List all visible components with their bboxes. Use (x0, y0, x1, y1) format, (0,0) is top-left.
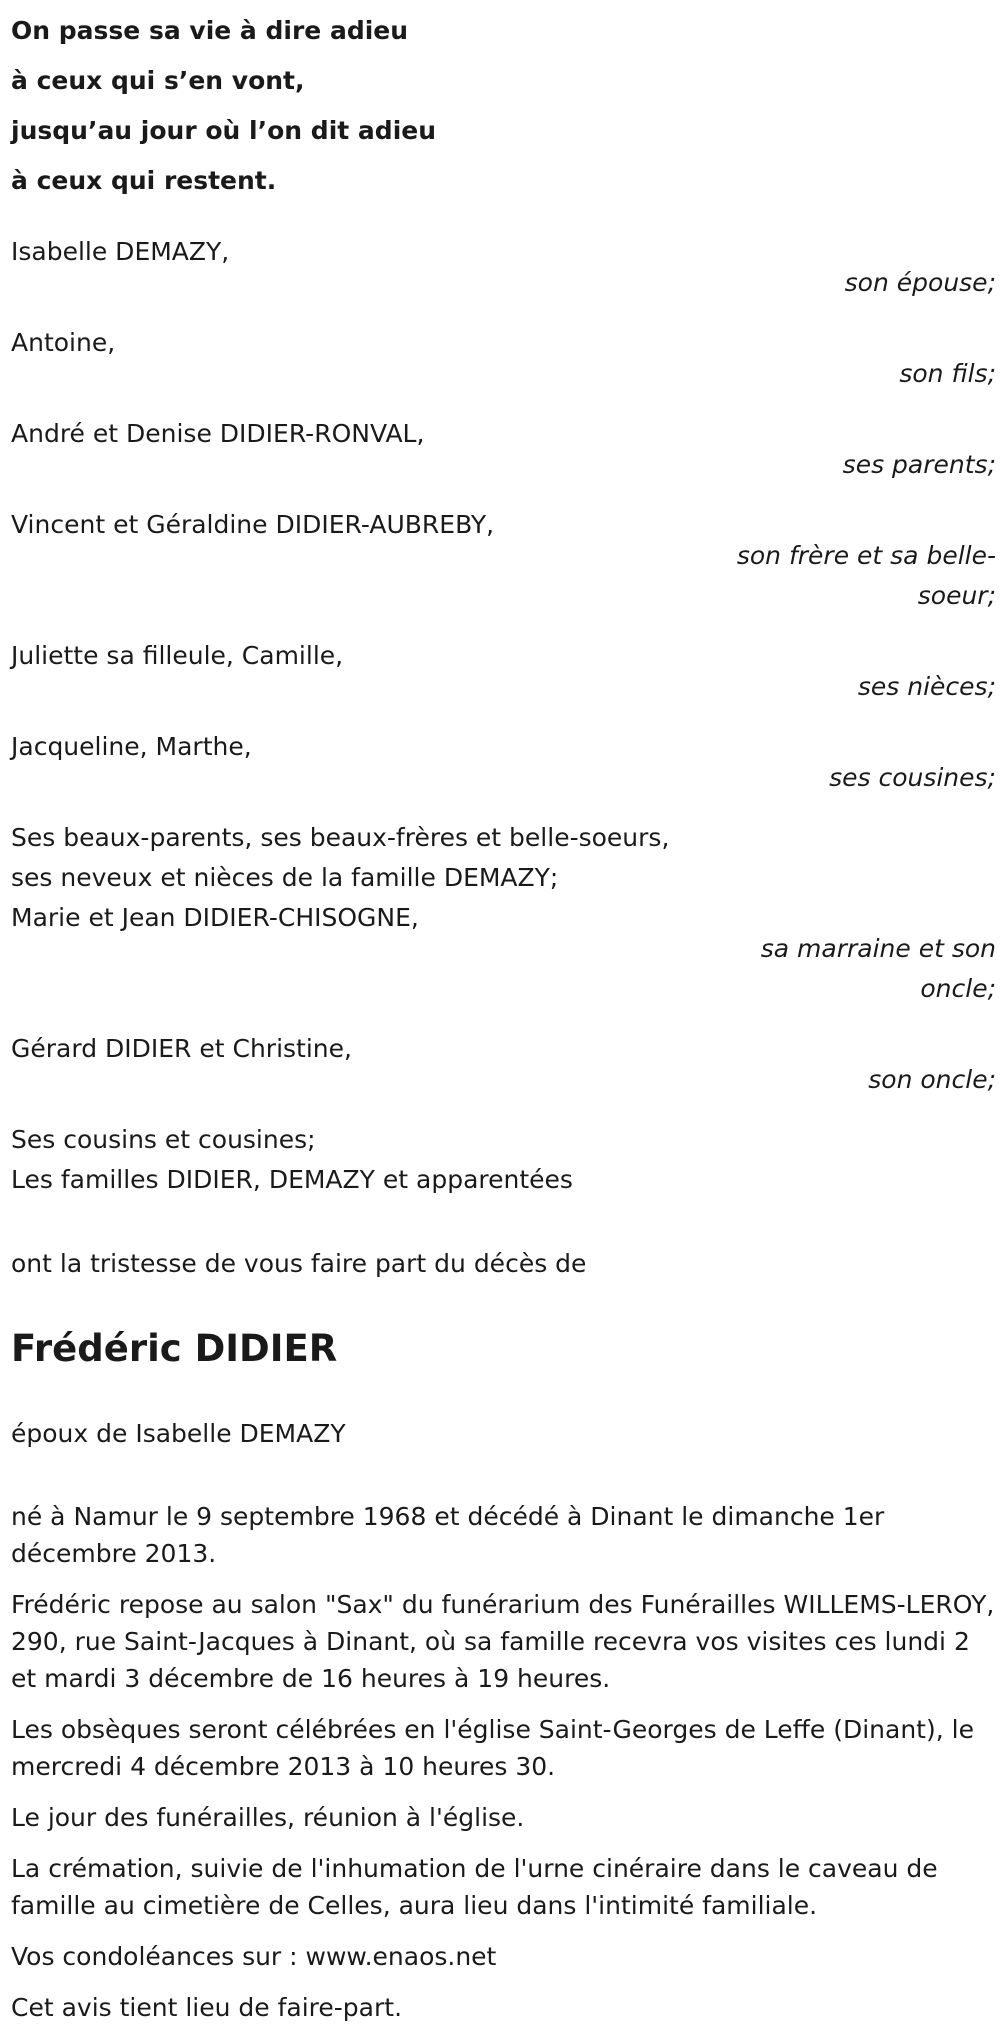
family-entry (11, 414, 996, 485)
family-member-name: Gérard DIDIER et Christine, (11, 1034, 352, 1063)
family-member-name: Isabelle DEMAZY, (11, 237, 230, 266)
family-member-name: Jacqueline, Marthe, (11, 732, 252, 761)
family-entry (11, 232, 996, 303)
family-entry (11, 727, 996, 798)
announcement-text: ont la tristesse de vous faire part du décès de (11, 1249, 587, 1278)
family-relation: son oncle; (868, 1065, 996, 1094)
family-member-name: Antoine, (11, 328, 116, 357)
detail-paragraph: Vos condoléances sur : www.enaos.net (11, 1942, 497, 1971)
detail-paragraph: Le jour des funérailles, réunion à l'église. (11, 1803, 525, 1832)
detail-paragraph: La crémation, suivie de l'inhumation de l'urne cinéraire dans le caveau de famille au cimetière de Celles, aura lieu dans l'intimité familiale. (11, 1854, 938, 1920)
detail-paragraph: Frédéric repose au salon "Sax" du funérarium des Funérailles WILLEMS-LEROY, 290, rue Saint-Jacques à Dinant, où sa famille recevra vos visites ces lundi 2 et mardi 3 décembre de 16 heures à 19 heures. (11, 1590, 995, 1693)
family-list (11, 232, 996, 1200)
family-entry (11, 636, 996, 707)
family-member-name: Ses beaux-parents, ses beaux-frères et belle-soeurs, (11, 823, 670, 852)
family-entry (11, 323, 996, 394)
deceased-name: Frédéric DIDIER (11, 1327, 338, 1370)
family-relation: ses cousines; (829, 763, 996, 792)
poem-line: à ceux qui restent. (11, 166, 277, 195)
family-member-name: ses neveux et nièces de la famille DEMAZY; (11, 863, 559, 892)
detail-paragraph: né à Namur le 9 septembre 1968 et décédé à Dinant le dimanche 1er décembre 2013. (11, 1502, 885, 1568)
poem-line: jusqu’au jour où l’on dit adieu (11, 116, 437, 145)
family-entry (11, 818, 996, 898)
opening-poem (11, 0, 989, 206)
poem-line: à ceux qui s’en vont, (11, 66, 305, 95)
family-member-name: André et Denise DIDIER-RONVAL, (11, 419, 425, 448)
family-entry (11, 898, 996, 1009)
spouse-line: époux de Isabelle DEMAZY (11, 1419, 346, 1448)
family-relation: sa marraine et son oncle; (760, 934, 996, 1003)
detail-paragraph: Cet avis tient lieu de faire-part. (11, 1993, 403, 2022)
poem-line: On passe sa vie à dire adieu (11, 16, 409, 45)
family-member-name: Vincent et Géraldine DIDIER-AUBREBY, (11, 510, 495, 539)
family-member-name: Marie et Jean DIDIER-CHISOGNE, (11, 903, 419, 932)
family-relation: son frère et sa belle-soeur; (736, 541, 996, 610)
family-relation: ses parents; (842, 450, 996, 479)
funeral-details (11, 1498, 996, 2026)
family-entry (11, 505, 996, 616)
family-relation: ses nièces; (857, 672, 996, 701)
family-relation: son épouse; (844, 268, 996, 297)
family-member-name: Juliette sa filleule, Camille, (11, 641, 344, 670)
family-member-name: Ses cousins et cousines; (11, 1125, 316, 1154)
family-member-name: Les familles DIDIER, DEMAZY et apparentées (11, 1165, 573, 1194)
detail-paragraph: Les obsèques seront célébrées en l'église Saint-Georges de Leffe (Dinant), le mercredi 4 décembre 2013 à 10 heures 30. (11, 1715, 974, 1781)
family-entry (11, 1029, 996, 1100)
family-relation: son fils; (899, 359, 996, 388)
family-entry (11, 1120, 996, 1200)
